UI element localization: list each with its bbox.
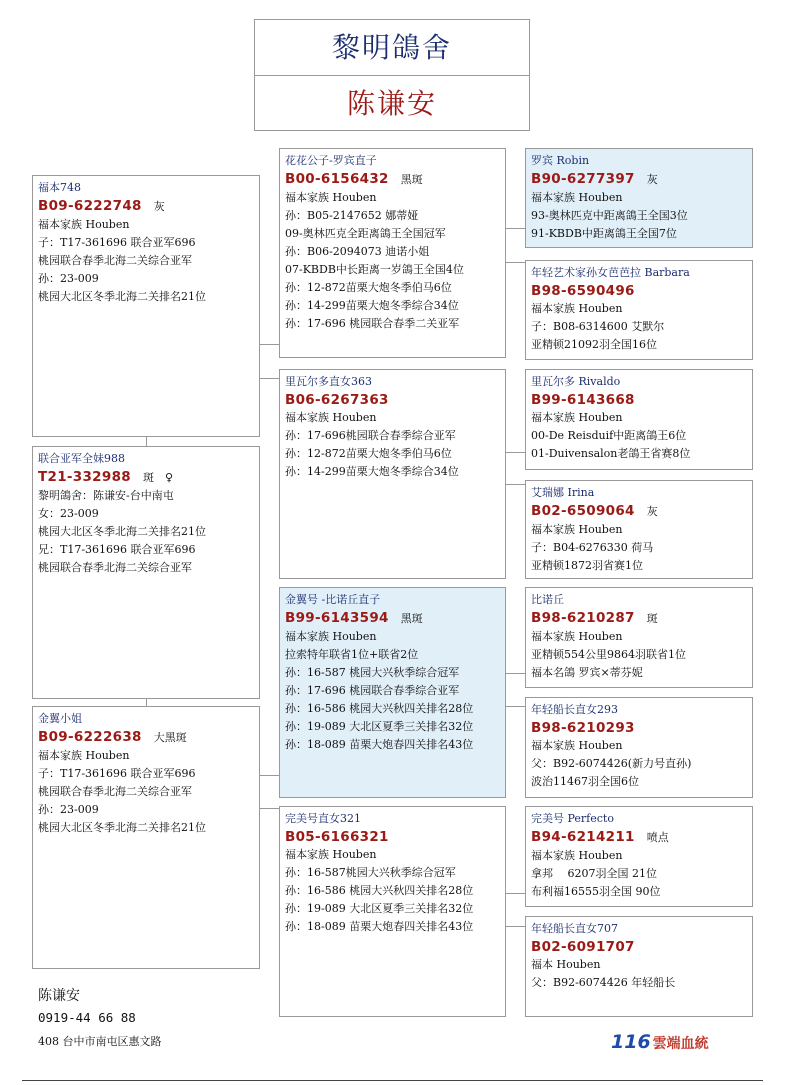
ring-number: B06-6267363 xyxy=(285,392,389,408)
ring-number: B09-6222748 xyxy=(38,198,142,214)
pigeon-card-sss[interactable] xyxy=(525,148,753,248)
pedigree-note: 孙：12-872苗栗大炮冬季伯马6位 xyxy=(285,281,452,294)
pigeon-card-sire[interactable] xyxy=(32,175,260,437)
connector-dam-2 xyxy=(259,808,279,809)
feather-color: 斑 xyxy=(646,612,658,625)
pedigree-note: 福本家族 Houben xyxy=(38,218,130,231)
ring-number: B98-6210287 xyxy=(531,610,635,626)
pigeon-name: 金翼小姐 xyxy=(38,712,82,725)
ring-row xyxy=(531,719,747,737)
connector-sd xyxy=(505,452,525,453)
feather-color: 黑斑 xyxy=(400,612,423,625)
title-box xyxy=(254,19,530,131)
pedigree-note: 福本 Houben xyxy=(531,958,601,971)
pedigree-note: 父：B92-6074426 年轻船长 xyxy=(531,976,676,989)
pedigree-note: 福本家族 Houben xyxy=(531,630,623,643)
pedigree-note: 福本家族 Houben xyxy=(531,411,623,424)
pedigree-note: 子：B04-6276330 荷马 xyxy=(531,541,654,554)
footer-address: 408 台中市南屯区惠文路 xyxy=(38,1035,162,1048)
feather-color: 大黑斑 xyxy=(153,731,187,744)
pedigree-note: 桃园联合春季北海二关综合亚军 xyxy=(38,254,192,267)
pigeon-name: 里瓦尔多 Rivaldo xyxy=(531,375,621,388)
ring-number: B98-6210293 xyxy=(531,720,635,736)
pedigree-note: 孙：18-089 苗栗大炮春四关排名43位 xyxy=(285,738,474,751)
connector-sire-dam xyxy=(146,436,147,446)
pedigree-note: 福本家族 Houben xyxy=(531,191,623,204)
ring-row xyxy=(531,828,747,847)
pedigree-note: 亚精顿554公里9864羽联省1位 xyxy=(531,648,686,661)
pigeon-name: 福本748 xyxy=(38,181,81,194)
connector-sire xyxy=(259,344,279,345)
pedigree-note: 福本家族 Houben xyxy=(531,849,623,862)
pedigree-note: 桃园大北区冬季北海二关排名21位 xyxy=(38,821,206,834)
ring-number: B02-6091707 xyxy=(531,939,635,955)
pedigree-note: 亚精顿21092羽全国16位 xyxy=(531,338,657,351)
ring-number: B05-6166321 xyxy=(285,829,389,845)
pedigree-note: 孙：19-089 大北区夏季三关排名32位 xyxy=(285,720,474,733)
logo-text: 雲端血統 xyxy=(652,1036,709,1052)
pedigree-note: 孙：12-872苗栗大炮冬季伯马6位 xyxy=(285,447,452,460)
pigeon-name: 艾瑞娜 Irina xyxy=(531,486,595,499)
pedigree-note: 桃园联合春季北海二关综合亚军 xyxy=(38,785,192,798)
connector-subject-dam xyxy=(146,698,147,706)
pedigree-note: 拉索特年联省1位+联省2位 xyxy=(285,648,419,661)
ring-number: B99-6143668 xyxy=(531,392,635,408)
pedigree-note: 福本家族 Houben xyxy=(531,739,623,752)
pedigree-note: 孙：14-299苗栗大炮冬季综合34位 xyxy=(285,299,459,312)
ring-number: B00-6156432 xyxy=(285,171,389,187)
pigeon-card-sd[interactable] xyxy=(279,369,506,579)
pedigree-note: 91-KBDB中距离鴿王全国7位 xyxy=(531,227,677,240)
pedigree-note: 子：T17-361696 联合亚军696 xyxy=(38,236,196,249)
pigeon-name: 完美号直女321 xyxy=(285,812,361,825)
ring-row xyxy=(285,828,500,846)
ring-row xyxy=(38,468,254,487)
pigeon-card-ds[interactable] xyxy=(279,587,506,798)
connector-ds xyxy=(505,673,525,674)
pigeon-name: 比诺丘 xyxy=(531,593,564,606)
ring-number: B99-6143594 xyxy=(285,610,389,626)
connector-ss xyxy=(505,228,525,229)
pedigree-note: 福本家族 Houben xyxy=(531,523,623,536)
connector-dam xyxy=(259,775,279,776)
ring-row xyxy=(38,728,254,747)
pedigree-note: 拿邦 6207羽全国 21位 xyxy=(531,867,657,880)
pigeon-card-dsd[interactable] xyxy=(525,697,753,798)
feather-color: 喷点 xyxy=(646,831,669,844)
ring-number: B09-6222638 xyxy=(38,729,142,745)
feather-color: 灰 xyxy=(646,173,658,186)
pigeon-card-ss[interactable] xyxy=(279,148,506,358)
pedigree-note: 00-De Reisduif中距离鴿王6位 xyxy=(531,429,687,442)
pigeon-card-dss[interactable] xyxy=(525,587,753,688)
pigeon-name: 年轻船长直女707 xyxy=(531,922,618,935)
ring-number: B02-6509064 xyxy=(531,503,635,519)
pedigree-note: 孙：18-089 苗栗大炮春四关排名43位 xyxy=(285,920,474,933)
pedigree-note: 09-奥林匹克全距离鴿王全国冠军 xyxy=(285,227,446,240)
ring-number: B98-6590496 xyxy=(531,283,635,299)
pedigree-note: 黎明鴿舍：陈谦安-台中南屯 xyxy=(38,489,174,502)
pedigree-note: 孙：23-009 xyxy=(38,803,99,816)
pedigree-note: 福本家族 Houben xyxy=(38,749,130,762)
ring-number: B90-6277397 xyxy=(531,171,635,187)
connector-dd-2 xyxy=(505,926,525,927)
ring-row xyxy=(531,938,747,956)
pigeon-card-subject[interactable] xyxy=(32,446,260,699)
pedigree-note: 孙：14-299苗栗大炮冬季综合34位 xyxy=(285,465,459,478)
ring-row xyxy=(531,609,747,628)
pigeon-name: 花花公子-罗宾直子 xyxy=(285,154,377,167)
pedigree-note: 孙：16-586 桃园大兴秋四关排名28位 xyxy=(285,702,474,715)
pigeon-name: 里瓦尔多直女363 xyxy=(285,375,372,388)
pedigree-note: 福本家族 Houben xyxy=(285,630,377,643)
pigeon-name: 金翼号 -比诺丘直子 xyxy=(285,593,381,606)
pedigree-note: 桃园大北区冬季北海二关排名21位 xyxy=(38,525,206,538)
pedigree-note: 父：B92-6074426(新力号直孙) xyxy=(531,757,692,770)
pedigree-note: 兄：T17-361696 联合亚军696 xyxy=(38,543,196,556)
pigeon-name: 年轻船长直女293 xyxy=(531,703,618,716)
connector-ds-2 xyxy=(505,706,525,707)
pigeon-name: 罗宾 Robin xyxy=(531,154,590,167)
pigeon-card-sdd[interactable] xyxy=(525,480,753,579)
footer-owner-name: 陈谦安 xyxy=(38,988,80,1004)
bottom-rule xyxy=(22,1080,763,1081)
ring-number: T21-332988 xyxy=(38,469,131,485)
pedigree-note: 女：23-009 xyxy=(38,507,99,520)
ring-row xyxy=(531,170,747,189)
loft-name: 黎明鴿舍 xyxy=(255,20,529,76)
feather-color: 灰 xyxy=(153,200,165,213)
footer-phone: 0919-44 66 88 xyxy=(38,1010,136,1025)
pedigree-note: 93-奥林匹克中距离鴿王全国3位 xyxy=(531,209,688,222)
pedigree-note: 孙：16-586 桃园大兴秋四关排名28位 xyxy=(285,884,474,897)
pigeon-card-dds[interactable] xyxy=(525,806,753,907)
pedigree-note: 孙：B06-2094073 迪诺小姐 xyxy=(285,245,430,258)
pedigree-note: 子：T17-361696 联合亚军696 xyxy=(38,767,196,780)
ring-row xyxy=(531,282,747,300)
pedigree-note: 布利福16555羽全国 90位 xyxy=(531,885,661,898)
pigeon-name: 年轻艺术家孙女芭芭拉 Barbara xyxy=(531,266,690,279)
pedigree-note: 07-KBDB中长距离一岁鴿王全国4位 xyxy=(285,263,464,276)
pedigree-note: 福本家族 Houben xyxy=(285,411,377,424)
pedigree-note: 福本家族 Houben xyxy=(285,848,377,861)
connector-sd-2 xyxy=(505,484,525,485)
pedigree-note: 孙：16-587 桃园大兴秋季综合冠军 xyxy=(285,666,460,679)
feather-color: 斑 ♀ xyxy=(142,471,174,484)
pedigree-note: 孙：19-089 大北区夏季三关排名32位 xyxy=(285,902,474,915)
pedigree-note: 波治11467羽全国6位 xyxy=(531,775,639,788)
logo-number: 116 xyxy=(611,1031,651,1053)
pigeon-name: 完美号 Perfecto xyxy=(531,812,614,825)
connector-sire-2 xyxy=(259,378,279,379)
pedigree-note: 孙：17-696 桃园联合春季综合亚军 xyxy=(285,684,460,697)
pedigree-note: 子：B08-6314600 艾默尔 xyxy=(531,320,665,333)
ring-row xyxy=(38,197,254,216)
ring-row xyxy=(285,391,500,409)
pigeon-card-dd[interactable] xyxy=(279,806,506,1017)
pedigree-note: 亚精顿1872羽省赛1位 xyxy=(531,559,643,572)
connector-ss-2 xyxy=(505,262,525,263)
pedigree-note: 福本名鴿 罗宾×蒂芬妮 xyxy=(531,666,643,679)
pedigree-note: 孙：B05-2147652 娜蒂娅 xyxy=(285,209,419,222)
pigeon-card-ssd[interactable] xyxy=(525,260,753,360)
pedigree-note: 孙：16-587桃园大兴秋季综合冠军 xyxy=(285,866,456,879)
ring-number: B94-6214211 xyxy=(531,829,635,845)
pigeon-card-sds[interactable] xyxy=(525,369,753,470)
pedigree-note: 孙：23-009 xyxy=(38,272,99,285)
pigeon-card-dam[interactable] xyxy=(32,706,260,969)
pigeon-name: 联合亚军全妹988 xyxy=(38,452,125,465)
ring-row xyxy=(285,170,500,189)
pedigree-note: 福本家族 Houben xyxy=(531,302,623,315)
feather-color: 黑斑 xyxy=(400,173,423,186)
pedigree-note: 孙：17-696桃园联合春季综合亚军 xyxy=(285,429,456,442)
pedigree-note: 桃园联合春季北海二关综合亚军 xyxy=(38,561,192,574)
ring-row xyxy=(285,609,500,628)
pedigree-note: 孙：17-696 桃园联合春季二关亚军 xyxy=(285,317,460,330)
logo xyxy=(611,1031,709,1053)
feather-color: 灰 xyxy=(646,505,658,518)
connector-dd xyxy=(505,893,525,894)
pedigree-note: 01-Duivensalon老鴿王省赛8位 xyxy=(531,447,691,460)
pigeon-card-ddd[interactable] xyxy=(525,916,753,1017)
pedigree-note: 福本家族 Houben xyxy=(285,191,377,204)
owner-name: 陈谦安 xyxy=(346,87,437,120)
ring-row xyxy=(531,391,747,409)
ring-row xyxy=(531,502,747,521)
pedigree-note: 桃园大北区冬季北海二关排名21位 xyxy=(38,290,206,303)
